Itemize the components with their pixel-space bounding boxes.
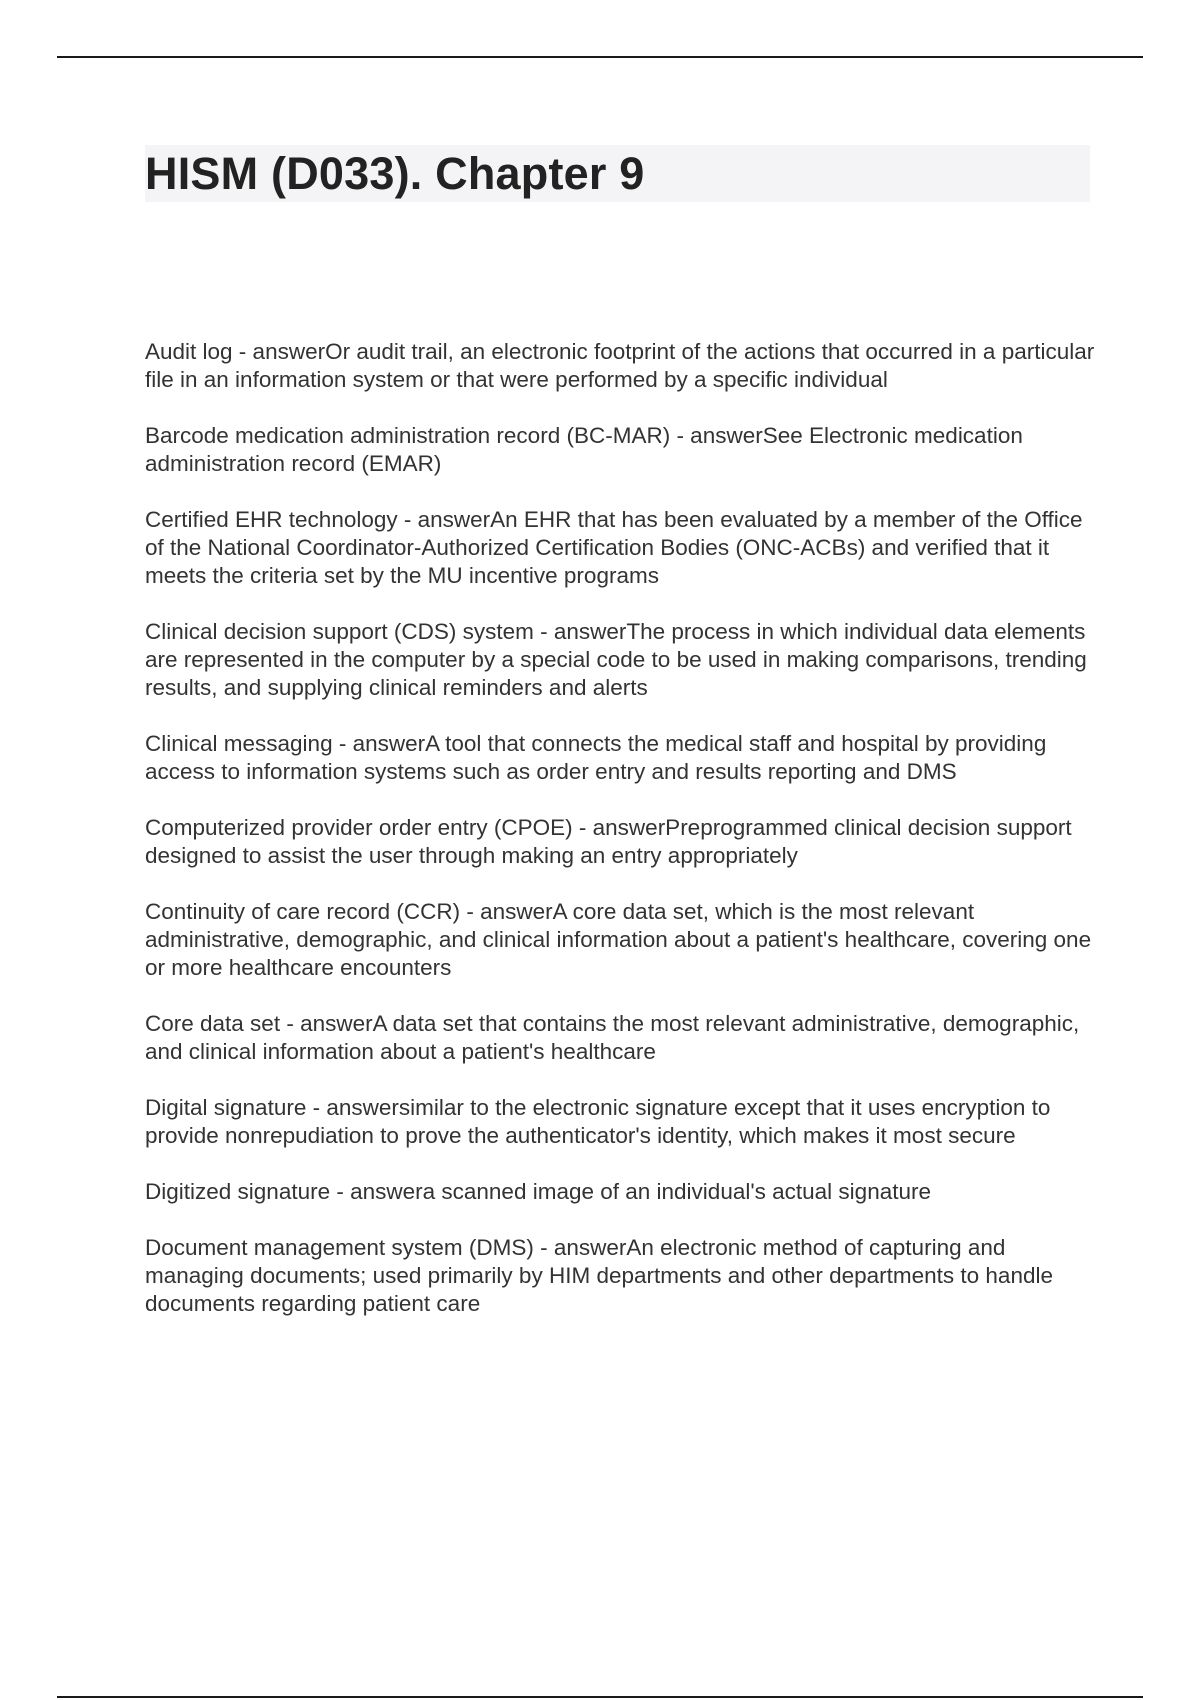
glossary-entry-clinical-messaging: Clinical messaging - answerA tool that connects the medical staff and hospital by providing access to information systems such as order entry and results reporting and DMS	[145, 731, 1047, 784]
glossary-entry-core-data-set: Core data set - answerA data set that contains the most relevant administrative, demographic, and clinical information about a patient's healthcare	[145, 1011, 1080, 1064]
glossary-entry-audit-log: Audit log - answerOr audit trail, an electronic footprint of the actions that occurred in a particular file in an information system or that were performed by a specific individual	[145, 339, 1095, 392]
glossary-entry-ccr: Continuity of care record (CCR) - answerA core data set, which is the most relevant administrative, demographic, and clinical information about a patient's healthcare, covering one or more healthcare encounters	[145, 899, 1092, 980]
glossary-entry-bc-mar: Barcode medication administration record (BC-MAR) - answerSee Electronic medication administration record (EMAR)	[145, 423, 1023, 476]
glossary-entry-cpoe: Computerized provider order entry (CPOE) - answerPreprogrammed clinical decision support designed to assist the user through making an entry appropriately	[145, 815, 1072, 868]
glossary-entry-digitized-signature: Digitized signature - answera scanned image of an individual's actual signature	[145, 1179, 931, 1204]
glossary-entry-digital-signature: Digital signature - answersimilar to the electronic signature except that it uses encryption to provide nonrepudiation to prove the authenticator's identity, which makes it most secure	[145, 1095, 1051, 1148]
glossary-list	[145, 338, 1095, 1346]
top-rule	[57, 56, 1143, 58]
glossary-entry-dms: Document management system (DMS) - answerAn electronic method of capturing and managing documents; used primarily by HIM departments and other departments to handle documents regarding patient care	[145, 1235, 1053, 1316]
glossary-entry-certified-ehr: Certified EHR technology - answerAn EHR that has been evaluated by a member of the Office of the National Coordinator-Authorized Certification Bodies (ONC-ACBs) and verified that it meets the criteria set by the MU incentive programs	[145, 507, 1083, 588]
page-title: HISM (D033). Chapter 9	[145, 148, 645, 199]
glossary-entry-cds-system: Clinical decision support (CDS) system - answerThe process in which individual data elements are represented in the computer by a special code to be used in making comparisons, trending results, and supplying clinical reminders and alerts	[145, 619, 1087, 700]
bottom-rule	[57, 1696, 1143, 1698]
